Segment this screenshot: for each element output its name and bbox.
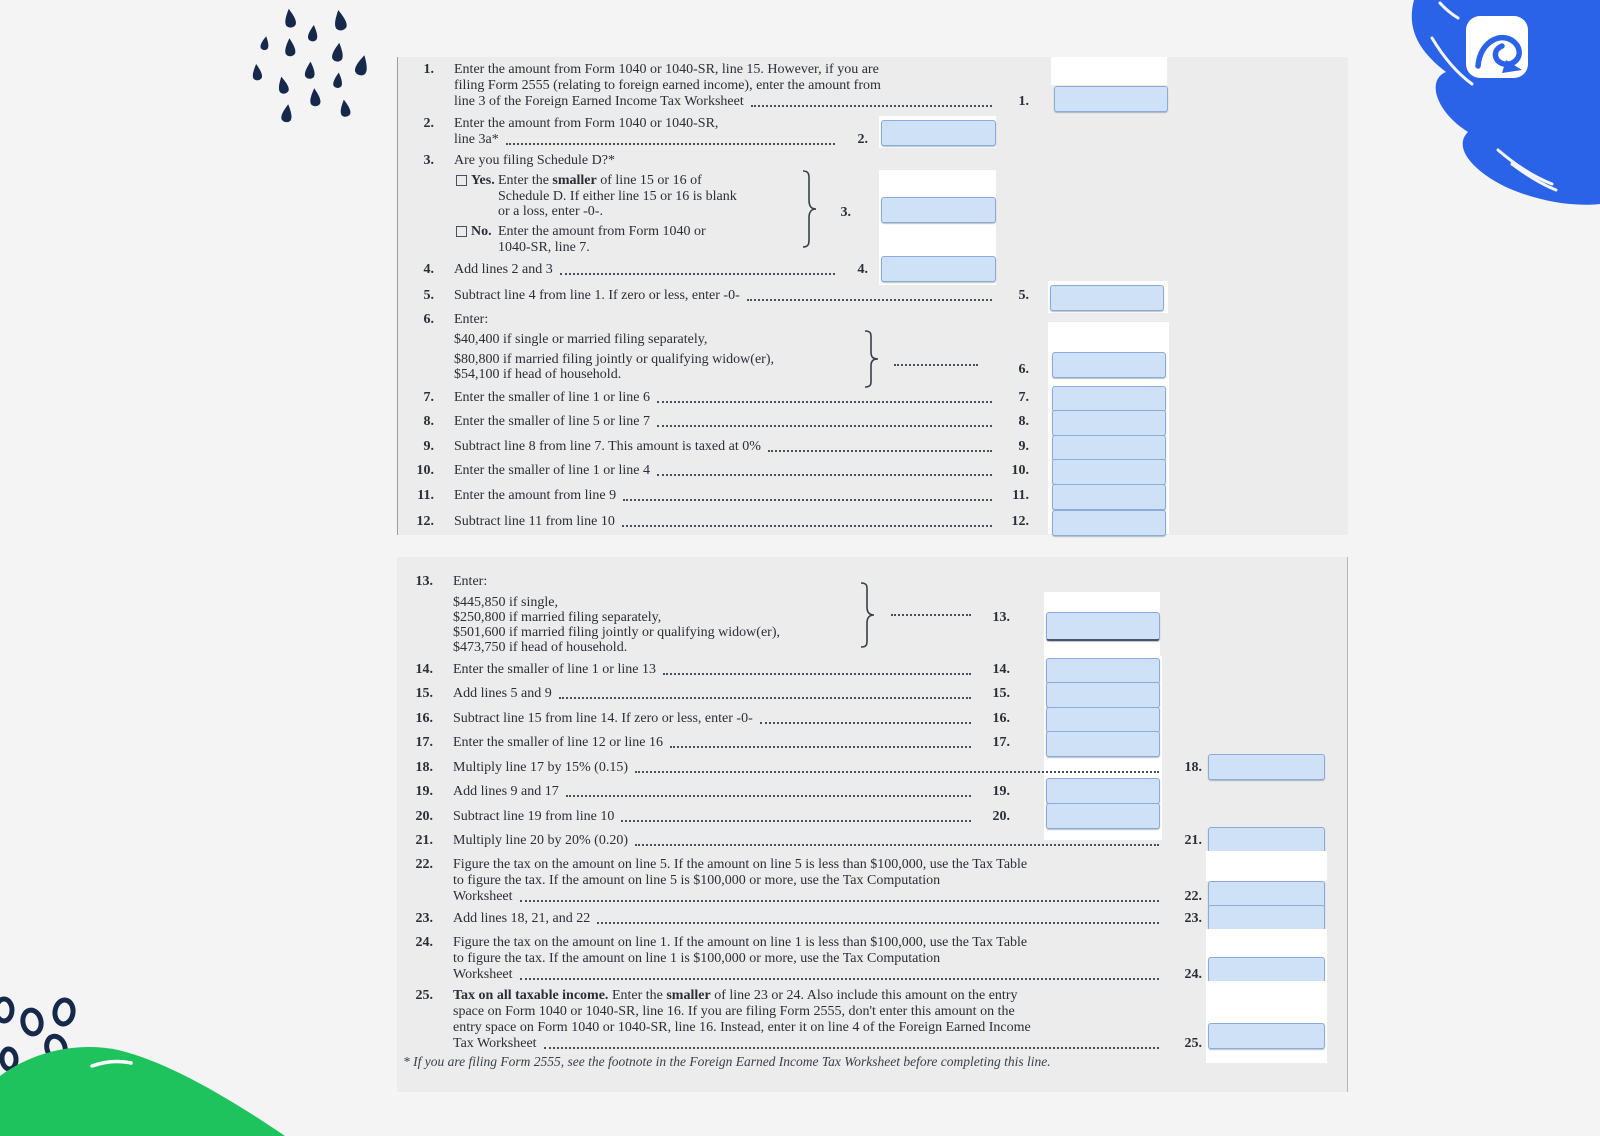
line-18-right-number: 18. (1184, 760, 1202, 775)
yes-checkbox[interactable] (456, 175, 467, 186)
line-3-no-text: Enter the amount from Form 1040 or (498, 224, 706, 239)
green-blob-decoration (0, 1040, 300, 1136)
line-13-right-number: 13. (992, 610, 1010, 625)
line-1-right-number: 1. (1018, 94, 1029, 109)
line-2-number: 2. (423, 116, 434, 131)
line-22-text: to figure the tax. If the amount on line 5 is $100,000 or more, use the Tax Computation (453, 873, 941, 888)
line-2-text: Enter the amount from Form 1040 or 1040-SR, (454, 116, 719, 131)
line-11-leader-row: Enter the amount from line 9 11. (454, 488, 1029, 503)
worksheet-panel-2 (397, 557, 1348, 1092)
line-19-right-number: 19. (992, 784, 1010, 799)
line-4-input[interactable] (881, 256, 996, 282)
line-10-leader-row: Enter the smaller of line 1 or line 4 10. (454, 463, 1029, 478)
line-22-right-number: 22. (1184, 889, 1202, 904)
line-10-right-number: 10. (1011, 463, 1029, 478)
line-20-number: 20. (415, 809, 433, 824)
dotted-leader (560, 273, 835, 275)
dotted-leader (506, 143, 835, 145)
brace-line-13 (859, 582, 875, 648)
line-6-amount-hoh: $54,100 if head of household. (454, 367, 622, 382)
line-21-input[interactable] (1208, 827, 1325, 853)
line-25-right-number: 25. (1184, 1036, 1202, 1051)
line-14-leader-row: Enter the smaller of line 1 or line 13 14. (453, 662, 1010, 677)
line-24-number: 24. (415, 935, 433, 950)
dotted-leader (566, 795, 971, 797)
line-7-input[interactable] (1052, 386, 1166, 412)
line-2-right-number: 2. (857, 132, 868, 147)
ring-cluster-decoration (0, 990, 120, 1100)
line-7-number: 7. (423, 390, 434, 405)
line-1-text: Enter the amount from Form 1040 or 1040-SR, line 15. However, if you are (454, 62, 879, 77)
line-17-number: 17. (415, 735, 433, 750)
line-3-number: 3. (423, 153, 434, 168)
line-21-leader-row: Multiply line 20 by 20% (0.20) 21. (453, 833, 1202, 848)
line-1-leader-row: line 3 of the Foreign Earned Income Tax Worksheet 1. (454, 94, 1029, 109)
line-22-leader-row: Worksheet 22. (453, 889, 1202, 904)
line-1-input[interactable] (1054, 86, 1168, 112)
dotted-leader (622, 525, 992, 527)
line-3-input[interactable] (881, 197, 996, 223)
line-22-text: Figure the tax on the amount on line 5. If the amount on line 5 is less than $100,000, use the Tax Table (453, 857, 1028, 872)
line-24-right-number: 24. (1184, 967, 1202, 982)
line-11-number: 11. (417, 488, 434, 503)
line-25-text: entry space on Form 1040 or 1040-SR, line 16. Instead, enter it on line 4 of the Foreign Earned Income (453, 1020, 1031, 1035)
line-3-no-text: 1040-SR, line 7. (498, 240, 590, 255)
line-19-leader-row: Add lines 9 and 17 19. (453, 784, 1010, 799)
dotted-leader (657, 401, 992, 403)
dotted-leader (621, 820, 971, 822)
line-24-input[interactable] (1208, 957, 1325, 983)
line-15-number: 15. (415, 686, 433, 701)
line-13-amount-mfs: $250,800 if married filing separately, (453, 610, 662, 625)
line-6-right-number: 6. (1018, 362, 1029, 377)
line-12-leader-row: Subtract line 11 from line 10 12. (454, 514, 1029, 529)
line-4-number: 4. (423, 262, 434, 277)
line-3-yes-text: or a loss, enter -0-. (498, 204, 603, 219)
line-1-cell (1051, 57, 1167, 85)
line-18-leader-row: Multiply line 17 by 15% (0.15) 18. (453, 760, 1202, 775)
no-checkbox[interactable] (456, 226, 467, 237)
line-3-yes-text: Schedule D. If either line 15 or 16 is blank (498, 189, 737, 204)
dotted-leader (670, 746, 971, 748)
dotted-leader (891, 602, 971, 616)
line-20-leader-row: Subtract line 19 from line 10 20. (453, 809, 1010, 824)
dotted-leader (751, 105, 992, 107)
line-25-text: space on Form 1040 or 1040-SR, line 16. If you are filing Form 2555, don't enter this amount on the (453, 1004, 1015, 1019)
line-18-number: 18. (415, 760, 433, 775)
blue-blob-decoration (1380, 0, 1600, 215)
line-4-leader-row: Add lines 2 and 3 4. (454, 262, 868, 277)
line-11-input[interactable] (1052, 484, 1166, 510)
dotted-leader (520, 978, 1159, 980)
yes-label: Yes. (471, 173, 495, 188)
dotted-leader (635, 771, 1159, 773)
line-23-leader-row: Add lines 18, 21, and 22 23. (453, 911, 1202, 926)
line-6-input[interactable] (1052, 352, 1166, 378)
line-15-input[interactable] (1046, 682, 1160, 708)
line-24-text: Figure the tax on the amount on line 1. If the amount on line 1 is less than $100,000, use the Tax Table (453, 935, 1028, 950)
line-14-right-number: 14. (992, 662, 1010, 677)
line-15-leader-row: Add lines 5 and 9 15. (453, 686, 1010, 701)
line-13-amount-joint: $501,600 if married filing jointly or qualifying widow(er), (453, 625, 780, 640)
line-25-cell (1206, 981, 1327, 1063)
footnote: * If you are filing Form 2555, see the footnote in the Foreign Earned Income Tax Worksheet before completing this line. (403, 1054, 1051, 1069)
line-9-right-number: 9. (1018, 439, 1029, 454)
line-13-number: 13. (415, 574, 433, 589)
brace-line-3 (801, 170, 817, 248)
line-17-right-number: 17. (992, 735, 1010, 750)
line-13-amount-hoh: $473,750 if head of household. (453, 640, 628, 655)
worksheet-panel-1 (397, 57, 1348, 535)
line-2-leader-row: line 3a* 2. (454, 132, 868, 147)
line-24-leader-row: Worksheet 24. (453, 967, 1202, 982)
brace-line-6 (863, 330, 879, 388)
line-20-input[interactable] (1046, 803, 1160, 829)
line-3-right-number: 3. (840, 205, 851, 220)
line-14-input[interactable] (1046, 658, 1160, 684)
line-22-input[interactable] (1208, 881, 1325, 908)
line-25-text: Tax on all taxable income. Enter the smaller of line 23 or 24. Also include this amount on the entry (453, 988, 1018, 1003)
line-5-right-number: 5. (1018, 288, 1029, 303)
line-19-number: 19. (415, 784, 433, 799)
line-13-amount-single: $445,850 if single, (453, 595, 558, 610)
line-12-input[interactable] (1052, 510, 1166, 536)
line-16-number: 16. (415, 711, 433, 726)
dotted-leader (657, 425, 992, 427)
line-25-number: 25. (415, 988, 433, 1003)
line-11-right-number: 11. (1012, 488, 1029, 503)
line-17-input[interactable] (1046, 731, 1160, 757)
line-9-number: 9. (423, 439, 434, 454)
line-16-leader-row: Subtract line 15 from line 14. If zero or less, enter -0- 16. (453, 711, 1010, 726)
line-8-number: 8. (423, 414, 434, 429)
line-13-text: Enter: (453, 574, 488, 589)
line-17-leader-row: Enter the smaller of line 12 or line 16 17. (453, 735, 1010, 750)
line-3-question: Are you filing Schedule D?* (454, 153, 615, 168)
line-22-cell (1206, 851, 1327, 881)
line-7-leader-row: Enter the smaller of line 1 or line 6 7. (454, 390, 1029, 405)
line-3-yes-text: Enter the smaller of line 15 or 16 of (498, 173, 702, 188)
dotted-leader (520, 900, 1159, 902)
line-8-leader-row: Enter the smaller of line 5 or line 7 8. (454, 414, 1029, 429)
dotted-leader (559, 697, 971, 699)
line-5-number: 5. (423, 288, 434, 303)
dotted-leader (747, 299, 992, 301)
line-15-right-number: 15. (992, 686, 1010, 701)
dotted-leader (663, 673, 971, 675)
dotted-leader (623, 499, 992, 501)
line-12-right-number: 12. (1011, 514, 1029, 529)
dotted-leader (760, 722, 971, 724)
line-14-number: 14. (415, 662, 433, 677)
line-6-amount-joint: $80,800 if married filing jointly or qualifying widow(er), (454, 352, 774, 367)
teardrop-cluster-decoration (240, 4, 390, 126)
line-2-input[interactable] (881, 120, 996, 146)
dotted-leader (768, 450, 992, 452)
line-22-number: 22. (415, 857, 433, 872)
line-8-right-number: 8. (1018, 414, 1029, 429)
dotted-leader (544, 1047, 1159, 1049)
line-10-input[interactable] (1052, 459, 1166, 485)
line-16-right-number: 16. (992, 711, 1010, 726)
line-6-amount-single: $40,400 if single or married filing separately, (454, 332, 708, 347)
no-label: No. (471, 224, 492, 239)
line-21-number: 21. (415, 833, 433, 848)
line-4-right-number: 4. (857, 262, 868, 277)
line-13-input[interactable] (1046, 612, 1160, 641)
line-23-number: 23. (415, 911, 433, 926)
line-1-number: 1. (423, 62, 434, 77)
line-5-input[interactable] (1050, 285, 1164, 311)
line-7-right-number: 7. (1018, 390, 1029, 405)
line-5-leader-row: Subtract line 4 from line 1. If zero or less, enter -0- 5. (454, 288, 1029, 303)
line-9-leader-row: Subtract line 8 from line 7. This amount is taxed at 0% 9. (454, 439, 1029, 454)
line-6-text: Enter: (454, 312, 489, 327)
line-21-right-number: 21. (1184, 833, 1202, 848)
line-18-input[interactable] (1208, 754, 1325, 780)
dotted-leader (597, 922, 1159, 924)
line-24-text: to figure the tax. If the amount on line 1 is $100,000 or more, use the Tax Computation (453, 951, 941, 966)
line-19-input[interactable] (1046, 778, 1160, 804)
dotted-leader (657, 474, 992, 476)
line-23-input[interactable] (1208, 905, 1325, 931)
line-23-right-number: 23. (1184, 911, 1202, 926)
line-8-input[interactable] (1052, 410, 1166, 436)
line-20-right-number: 20. (992, 809, 1010, 824)
pdf-app-logo (1466, 16, 1528, 78)
line-6-number: 6. (423, 312, 434, 327)
dotted-leader (635, 844, 1159, 846)
line-1-text: filing Form 2555 (relating to foreign earned income), enter the amount from (454, 78, 881, 93)
line-9-input[interactable] (1052, 435, 1166, 461)
line-10-number: 10. (416, 463, 434, 478)
line-16-input[interactable] (1046, 707, 1160, 733)
dotted-leader (894, 352, 978, 366)
line-25-leader-row: Tax Worksheet 25. (453, 1036, 1202, 1051)
line-12-number: 12. (416, 514, 434, 529)
line-25-input[interactable] (1208, 1023, 1325, 1049)
